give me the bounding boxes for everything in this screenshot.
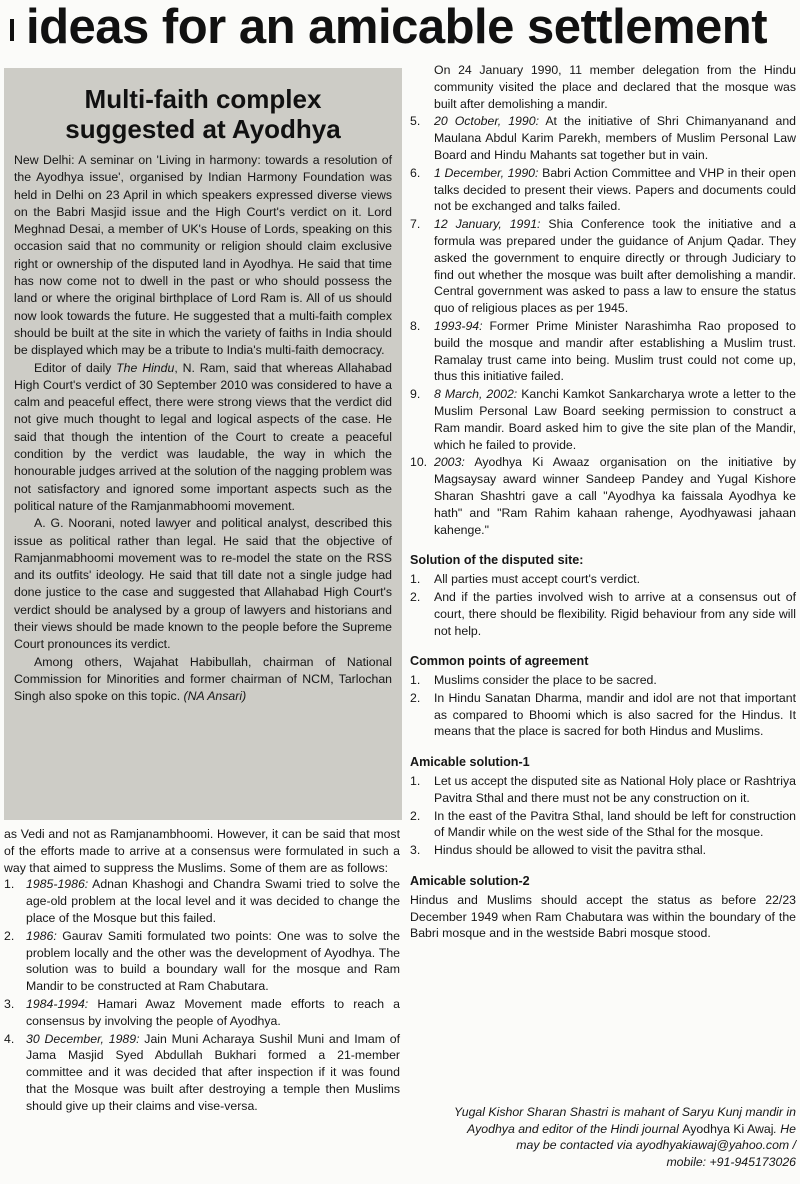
list-item-date: 30 December, 1989:	[26, 1031, 140, 1046]
author-mobile-line: mobile: +91-945173026	[666, 1154, 796, 1169]
list-item	[410, 454, 796, 538]
list-item	[410, 62, 796, 112]
list-item	[410, 589, 796, 639]
author-line-2-pre: Ayodhya and editor of the Hindi journal	[467, 1121, 683, 1136]
list-item-number: 9.	[410, 387, 421, 402]
list-item-body	[434, 113, 796, 163]
list-item-text: Jain Muni Acharaya Sushil Muni and Imam of Jama Masjid Syed Abdullah Bukhari formed a 21-member committee and it was decided that after inspection if it was found that the Mosque was built after destroying a temple then Muslims should give up their claims and vise-versa.	[26, 1031, 400, 1113]
list-item-date: 1986:	[26, 928, 57, 943]
list-item	[4, 996, 400, 1030]
sidebar-box	[4, 68, 402, 820]
common-points-list	[410, 672, 796, 740]
list-item-body	[434, 318, 796, 385]
list-item-text: Shia Conference took the initiative and a formula was prepared under the guidance of Anjum Qadar. They asked the government to enquire directly or through Judiciary to find out whether the mosque was built after demolishing a mandir. Central government was asked to pass a law to ensure the status quo of religious places as per 1945.	[434, 217, 796, 316]
list-item-date: 2003:	[434, 455, 465, 470]
list-item	[410, 216, 796, 317]
amicable-solution-1-list	[410, 773, 796, 859]
list-item	[410, 773, 796, 807]
list-item	[4, 928, 400, 995]
author-name: Yugal Kishor Sharan Shastri	[454, 1105, 609, 1119]
list-item-number	[410, 62, 434, 112]
list-item-date: 12 January, 1991:	[434, 217, 541, 232]
headline-rule	[10, 19, 14, 41]
list-item	[410, 690, 796, 740]
list-item-text: Hamari Awaz Movement made efforts to reach a consensus by involving the people of Ayodhya.	[26, 996, 400, 1028]
list-item	[410, 571, 796, 588]
list-item-number: 2.	[410, 808, 421, 823]
list-item-text: Muslims consider the place to be sacred.	[434, 673, 657, 688]
list-item	[410, 165, 796, 215]
box-p4-text: Among others, Wajahat Habibullah, chairman of National Commission for Minorities and former chairman of NCM, Tarlochan Singh also spoke on this topic.	[14, 654, 392, 704]
box-p2-pre: Editor of daily	[34, 360, 117, 375]
list-item-date: 20 October, 1990:	[434, 114, 539, 129]
box-title	[14, 84, 392, 144]
list-item-number: 1.	[410, 673, 421, 688]
list-item	[410, 808, 796, 842]
list-item-date: 1 December, 1990:	[434, 165, 539, 180]
amicable-solution-2-heading: Amicable solution-2	[410, 874, 530, 889]
list-item-number: 3.	[4, 996, 15, 1011]
headline	[6, 2, 796, 52]
list-item	[410, 672, 796, 689]
list-item-number: 1.	[410, 572, 421, 587]
list-item-body	[434, 216, 796, 317]
solution-heading: Solution of the disputed site:	[410, 553, 584, 568]
list-item-body	[434, 165, 796, 215]
list-item	[410, 386, 796, 453]
list-item-number: 2.	[4, 928, 15, 943]
box-paragraph-4	[14, 654, 392, 706]
list-item-text: In Hindu Sanatan Dharma, mandir and idol are not that important as compared to Bhoomi which is also sacred for the Hindus. It means that the place is sacred for both Hindus and Muslims.	[434, 690, 796, 739]
list-item-text: Babri Action Committee and VHP in their open talks decided to present their views. Papers and documents could not be exchanged and talks failed.	[434, 165, 797, 214]
headline-text: ideas for an amicable settlement	[26, 0, 768, 54]
list-item-date: 1984-1994:	[26, 996, 89, 1011]
box-paragraph-3: A. G. Noorani, noted lawyer and political analyst, described this issue as political rather than legal. He said that the objective of Ramjanmabhoomi movement was to re-model the state on the RSS and its outfits' ideology. He said that till date not a single judge had done justice to the case and suggested that Allahabad High Court's verdict should be analysed by a group of lawyers and historians and their views should be made known to the people before the Supreme Court pronounces its verdict.	[14, 516, 392, 652]
box-article	[14, 152, 392, 706]
list-item-date: 1985-1986:	[26, 877, 89, 892]
list-item-body	[26, 928, 400, 995]
list-item-body	[26, 1031, 400, 1115]
list-item	[410, 842, 796, 859]
list-item	[4, 1031, 400, 1115]
author-email-line: may be contacted via ayodhyakiawaj@yahoo.com /	[516, 1138, 796, 1152]
list-item-number: 7.	[410, 217, 421, 232]
list-item-number: 6.	[410, 165, 421, 180]
list-item-number: 8.	[410, 318, 421, 333]
left-history-list	[4, 876, 400, 1114]
list-item	[410, 113, 796, 163]
box-paragraph-2	[14, 360, 392, 516]
list-item-body	[434, 454, 796, 538]
list-item-text: All parties must accept court's verdict.	[434, 572, 641, 587]
author-line-1-rest: is mahant of Saryu Kunj mandir in	[608, 1105, 796, 1119]
amicable-solution-1-heading: Amicable solution-1	[410, 755, 530, 770]
list-item-number: 5.	[410, 114, 421, 129]
list-item-number: 4.	[4, 1031, 15, 1046]
list-item-text: Gaurav Samiti formulated two points: One was to solve the problem locally and the other was the development of Ayodhya. The solution was to build a boundary wall for the mosque and Ram Mandir to be constructed at Ram Chabutara.	[26, 928, 400, 994]
common-points-heading: Common points of agreement	[410, 654, 589, 669]
list-item-number: 1.	[4, 877, 15, 892]
list-item-text: Let us accept the disputed site as National Holy place or Rashtriya Pavitra Sthal and there must not be any construction on it.	[434, 774, 796, 805]
author-journal: Ayodhya Ki Awaj	[682, 1121, 774, 1136]
author-line-2	[410, 1121, 796, 1138]
list-item	[410, 318, 796, 385]
amicable-solution-2-text: Hindus and Muslims should accept the status as before 22/23 December 1949 when Ram Chabutara was within the boundary of the Babri mosque and in the westside Babri mosque stood.	[410, 892, 796, 941]
list-item-date: 8 March, 2002:	[434, 387, 518, 402]
list-item-number: 2.	[410, 589, 421, 604]
list-item-body	[434, 386, 796, 453]
box-title-line1: Multi-faith complex	[84, 84, 322, 114]
list-item-number: 3.	[410, 843, 421, 858]
right-history-list	[410, 62, 796, 538]
box-title-line2: suggested at Ayodhya	[65, 114, 341, 144]
right-continuation: On 24 January 1990, 11 member delegation from the Hindu community visited the place and declared that the mosque was built after demolishing a mandir.	[434, 63, 796, 111]
solution-list	[410, 571, 796, 639]
list-item-text: Former Prime Minister Narashimha Rao proposed to build the mosque and mandir after establishing a Muslim trust. Ramalay trust came into being. Muslim trust could not come up, thus this initiative failed.	[434, 318, 796, 384]
list-item-text: Kanchi Kamkot Sankarcharya wrote a letter to the Muslim Personal Law Board seeking permission to construct a Ram mandir. Board asked him to give the site plan of the Mandir, which he failed to provide.	[434, 387, 796, 452]
box-p4-credit: (NA Ansari)	[183, 689, 247, 704]
list-item-text: And if the parties involved wish to arrive at a consensus out of court, there should be flexibility. Rigid behaviour from any side will not help.	[434, 589, 796, 638]
left-column-continued	[4, 826, 400, 1116]
list-item-number: 1.	[410, 774, 421, 789]
list-item-text: In the east of the Pavitra Sthal, land should be left for construction of Mandir while on the west side of the Sthal for the mosque.	[434, 808, 796, 840]
author-note	[410, 1104, 796, 1170]
author-line-2-post: . He	[773, 1121, 796, 1136]
list-item-number: 10.	[410, 455, 428, 470]
box-p2-post: , N. Ram, said that whereas Allahabad High Court's verdict of 30 September 2010 was considered to have a calm and peaceful effect, there were strong views that the verdict did not give much thought to legal and logical aspects of the case. He said that though the intention of the Court to create a peaceful condition by the verdict was laudable, the way in which the honourable judges arrived at the solution of the nagging problem was not satisfactory and ignored some important aspects such as the political nature of the Ramjanmabhoomi movement.	[14, 360, 392, 513]
list-item-text: Adnan Khashogi and Chandra Swami tried to solve the age-old problem at the local level and it was decided to change the place of the Mosque but this failed.	[26, 877, 400, 925]
list-item-text: Hindus should be allowed to visit the pavitra sthal.	[434, 843, 707, 858]
list-item-body	[26, 996, 400, 1030]
list-item-number: 2.	[410, 690, 421, 705]
right-column	[410, 62, 796, 942]
list-item-date: 1993-94:	[434, 318, 483, 333]
box-paragraph-1: New Delhi: A seminar on 'Living in harmony: towards a resolution of the Ayodhya issue', organised by Indian Harmony Foundation was held in Delhi on 23 April in which speakers expressed diverse views on the Babri Masjid issue and the High Court's verdict on it. Lord Meghnad Desai, a member of UK's House of Lords, speaking on this occasion said that no community or religion should claim exclusive right or ownership of the disputed land in Ayodhya. He said that time has now come not to dwell in the past or who should possess the land or where the original birthplace of Lord Ram is. All of us should now look towards the future. He suggested that a multi-faith complex should be built at the site in which the variety of faiths in India should be displayed which may be a tribute to India's multi-faith democracy.	[14, 153, 392, 358]
list-item	[4, 876, 400, 926]
box-p2-paper: The Hindu	[116, 360, 175, 375]
author-line-1	[410, 1104, 796, 1121]
list-item-body	[26, 876, 400, 926]
left-intro: as Vedi and not as Ramjanambhoomi. However, it can be said that most of the efforts made to arrive at a consensus were formulated in such a way that aimed to suppress the Muslims. Some of them are as follows:	[4, 827, 400, 875]
list-item-text: Ayodhya Ki Awaaz organisation on the initiative by Magsaysay award winner Sandeep Pandey and Yugal Kishore Sharan Shashtri gave a call "Ayodhya ka faissala Ayodhya ke hath" and "Ram Rahim kahaan rahenge, Ayodhyawasi jahaan kahenge."	[434, 455, 796, 537]
list-item-text: At the initiative of Shri Chimanyanand and Maulana Abdul Karim Parekh, members of Muslim Personal Law Board and Hindu Mahants sat together but in vain.	[434, 114, 797, 162]
